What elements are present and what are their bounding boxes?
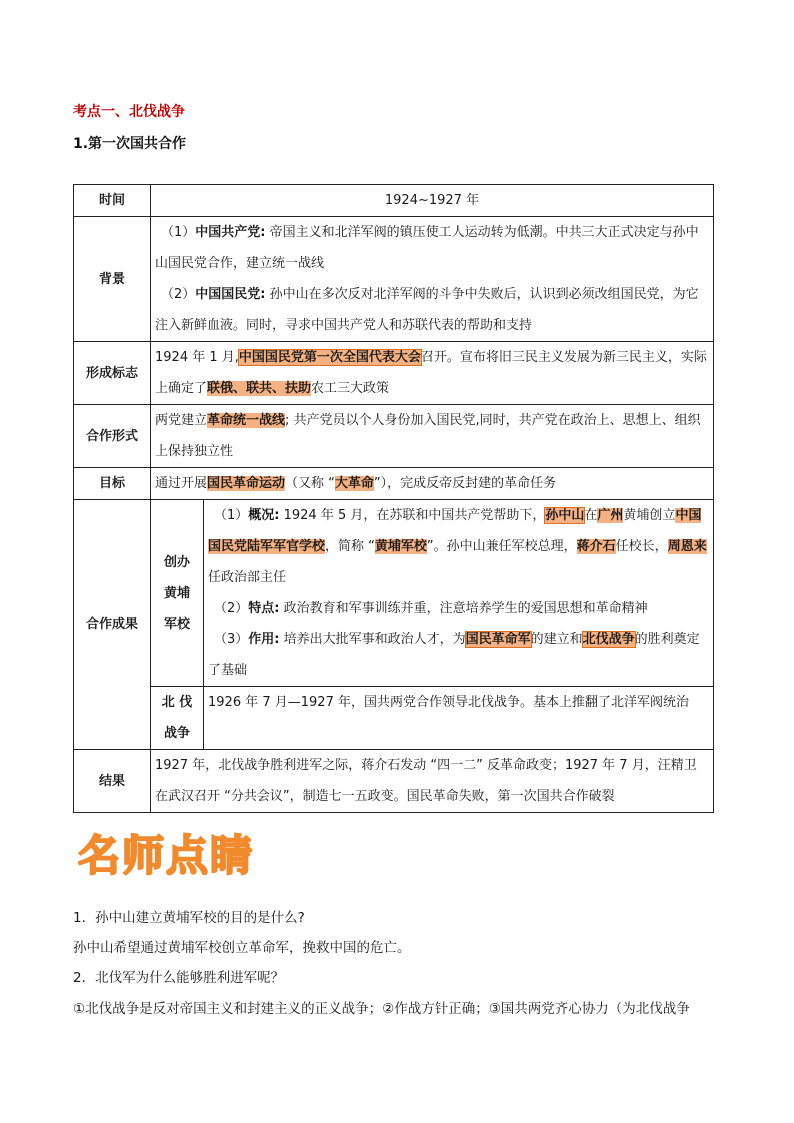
label-beifa-1: 北 伐 bbox=[161, 695, 193, 710]
value-huangpu bbox=[204, 500, 714, 687]
value-goal bbox=[151, 468, 714, 500]
goal-t3: ”），完成反帝反封建的革命任务 bbox=[373, 476, 557, 491]
bg-p2-bold: 中国国民党: bbox=[195, 287, 266, 302]
hp-p3-prefix: （3） bbox=[214, 632, 249, 647]
hp-p1-h2: 广州 bbox=[597, 508, 624, 523]
label-beifa bbox=[151, 687, 204, 750]
hp-p1-t4: ，简称 “ bbox=[325, 539, 375, 554]
sign-t1: 1924 年 1 月, bbox=[155, 350, 239, 365]
bg-p1-bold: 中国共产党: bbox=[195, 225, 266, 240]
form-h1: 革命统一战线 bbox=[207, 413, 286, 428]
banner-text: 名师点睛 bbox=[78, 831, 255, 880]
hp-p3-bold: 作用: bbox=[248, 632, 280, 647]
hp-p1-h1: 孙中山 bbox=[545, 508, 585, 523]
hp-p1-h3: 中国国民党陆军军官学校 bbox=[208, 508, 702, 554]
label-huangpu bbox=[151, 500, 204, 687]
value-sign bbox=[151, 342, 714, 405]
answer-1: 孙中山希望通过黄埔军校创立革命军，挽救中国的危亡。 bbox=[73, 940, 411, 956]
hp-p2-text: 政治教育和军事训练并重，注意培养学生的爱国思想和革命精神 bbox=[279, 601, 648, 616]
goal-t1: 通过开展 bbox=[155, 476, 208, 491]
sign-t3: 农工三大政策 bbox=[311, 381, 390, 396]
hp-p1-t7: 任政治部主任 bbox=[208, 570, 287, 585]
goal-t2: （又称 “ bbox=[285, 476, 335, 491]
row-form bbox=[74, 405, 714, 468]
hp-p1-prefix: （1） bbox=[214, 508, 249, 523]
value-background bbox=[151, 217, 714, 342]
value-result bbox=[151, 500, 714, 750]
row-result bbox=[74, 500, 714, 750]
bg-p1-text: 帝国主义和北洋军阀的镇压使工人运动转为低潮。中共三大正式决定与孙中山国民党合作，建立统一战线 bbox=[155, 225, 699, 271]
form-t1: 两党建立 bbox=[155, 413, 208, 428]
row-outcome bbox=[74, 750, 714, 813]
label-result: 合作成果 bbox=[74, 500, 151, 750]
bg-p2-text: 孙中山在多次反对北洋军阀的斗争中失败后，认识到必须改组国民党，为它注入新鲜血液。同时，寻求中国共产党人和苏联代表的帮助和支持 bbox=[155, 287, 699, 333]
label-form: 合作形式 bbox=[74, 405, 151, 468]
label-background: 背景 bbox=[74, 217, 151, 342]
result-inner-table bbox=[151, 500, 713, 749]
goal-h2: 大革命 bbox=[334, 476, 374, 491]
sign-h2: 联俄、联共、扶助 bbox=[207, 381, 312, 396]
bg-p1-prefix: （1） bbox=[161, 225, 196, 240]
value-beifa: 1926 年 7 月—1927 年，国共两党合作领导北伐战争。基本上推翻了北洋军阀统治 bbox=[204, 687, 714, 750]
hp-p1-h5: 蒋介石 bbox=[576, 539, 616, 554]
value-time: 1924~1927 年 bbox=[151, 185, 714, 217]
question-2: 2．北伐军为什么能够胜利进军呢？ bbox=[73, 970, 285, 986]
hp-p1-t6: 任校长， bbox=[615, 539, 668, 554]
hp-p2-prefix: （2） bbox=[214, 601, 249, 616]
label-goal: 目标 bbox=[74, 468, 151, 500]
value-outcome: 1927 年，北伐战争胜利进军之际，蒋介石发动 “四一二” 反革命政变；1927 年 7 月，汪精卫在武汉召开 “分共会议”，制造七一五政变。国民革命失败，第一次国共合作破裂 bbox=[151, 750, 714, 813]
hp-p1-t3: 黄埔创立 bbox=[623, 508, 676, 523]
hp-p3-t2: 的建立和 bbox=[530, 632, 583, 647]
row-background bbox=[74, 217, 714, 342]
sign-t2: 召开。宣布将旧三民主义发展为新三民主义，实际上确定了 bbox=[155, 350, 707, 396]
row-beifa bbox=[151, 687, 713, 750]
label-huangpu-2: 黄埔 bbox=[163, 585, 190, 601]
goal-h1: 国民革命运动 bbox=[207, 476, 286, 491]
hp-p1-t1: 1924 年 5 月，在苏联和中国共产党帮助下， bbox=[279, 508, 546, 523]
banner-graphic bbox=[78, 828, 288, 880]
sign-h1: 中国国民党第一次全国代表大会 bbox=[238, 350, 421, 365]
form-t2: ; 共产党员以个人身份加入国民党,同时，共产党在政治上、思想上、组织上保持独立性 bbox=[155, 413, 701, 459]
bg-p2-prefix: （2） bbox=[161, 287, 196, 302]
label-sign: 形成标志 bbox=[74, 342, 151, 405]
value-form bbox=[151, 405, 714, 468]
row-time bbox=[74, 185, 714, 217]
hp-p3-t3: 的胜利奠定了基础 bbox=[208, 632, 700, 678]
row-huangpu bbox=[151, 500, 713, 687]
label-beifa-2: 战争 bbox=[163, 726, 190, 741]
answer-2: ①北伐战争是反对帝国主义和封建主义的正义战争；②作战方针正确；③国共两党齐心协力（为北伐战争 bbox=[73, 1001, 690, 1017]
hp-p1-h6: 周恩来 bbox=[667, 539, 707, 554]
row-goal bbox=[74, 468, 714, 500]
row-sign bbox=[74, 342, 714, 405]
sub-heading: 1.第一次国共合作 bbox=[73, 136, 187, 152]
hp-p3-t1: 培养出大批军事和政治人才，为 bbox=[279, 632, 466, 647]
hp-p1-bold: 概况: bbox=[248, 508, 280, 523]
label-time: 时间 bbox=[74, 185, 151, 217]
hp-p3-h2: 北伐战争 bbox=[582, 632, 635, 647]
hp-p3-h1: 国民革命军 bbox=[465, 632, 531, 647]
hp-p2-bold: 特点: bbox=[248, 601, 280, 616]
section-heading: 考点一、北伐战争 bbox=[73, 104, 185, 120]
label-outcome: 结果 bbox=[74, 750, 151, 813]
hp-p1-t5: ”。孙中山兼任军校总理， bbox=[426, 539, 577, 554]
mingshi-banner bbox=[78, 828, 288, 884]
hp-p1-h4: 黄埔军校 bbox=[374, 539, 427, 554]
hp-p1-t2: 在 bbox=[584, 508, 598, 523]
label-huangpu-3: 军校 bbox=[163, 616, 190, 632]
label-huangpu-1: 创办 bbox=[163, 554, 190, 570]
question-1: 1．孙中山建立黄埔军校的目的是什么? bbox=[73, 910, 305, 926]
cooperation-table bbox=[73, 184, 714, 813]
